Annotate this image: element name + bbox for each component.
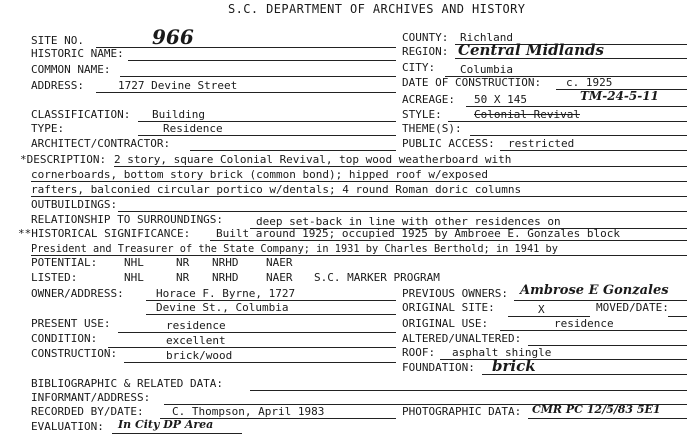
photo-line <box>528 418 687 419</box>
classification-value: Building <box>152 108 205 121</box>
type-line <box>138 135 396 136</box>
region-value: Central Midlands <box>458 41 604 59</box>
county-value: Richland <box>460 31 513 44</box>
potential-nrhd: NRHD <box>212 256 239 269</box>
site-no-value: 966 <box>152 25 194 49</box>
original-use-line <box>500 330 687 331</box>
card-title: S.C. DEPARTMENT OF ARCHIVES AND HISTORY <box>228 2 526 16</box>
city-label: CITY: <box>402 61 436 74</box>
common-name-line <box>120 76 396 77</box>
foundation-label: FOUNDATION: <box>402 361 475 374</box>
condition-label: CONDITION: <box>31 332 98 345</box>
recorded-value: C. Thompson, April 1983 <box>172 405 325 418</box>
date-label: DATE OF CONSTRUCTION: <box>402 76 542 89</box>
altered-label: ALTERED/UNALTERED: <box>402 332 522 345</box>
marker-program: S.C. MARKER PROGRAM <box>314 271 440 284</box>
listed-nr: NR <box>176 271 190 284</box>
region-line <box>455 58 687 59</box>
description-underline-2 <box>31 181 687 182</box>
photo-label: PHOTOGRAPHIC DATA: <box>402 405 522 418</box>
moved-line <box>668 316 687 317</box>
recorded-label: RECORDED BY/DATE: <box>31 405 144 418</box>
roof-label: ROOF: <box>402 346 436 359</box>
address-line <box>96 92 396 93</box>
biblio-label: BIBLIOGRAPHIC & RELATED DATA: <box>31 377 224 390</box>
date-value: c. 1925 <box>566 76 613 89</box>
type-value: Residence <box>163 122 223 135</box>
foundation-line <box>482 374 687 375</box>
original-use-label: ORIGINAL USE: <box>402 317 489 330</box>
style-label: STYLE: <box>402 108 442 121</box>
historic-name-label: HISTORIC NAME: <box>31 47 124 60</box>
roof-value: asphalt shingle <box>452 346 552 359</box>
present-use-label: PRESENT USE: <box>31 317 111 330</box>
type-label: TYPE: <box>31 122 65 135</box>
acreage-value: 50 X 145 <box>474 93 527 106</box>
outbuildings-label: OUTBUILDINGS: <box>31 198 118 211</box>
relationship-label: RELATIONSHIP TO SURROUNDINGS: <box>31 213 224 226</box>
condition-value: excellent <box>166 334 226 347</box>
evaluation-value: In City DP Area <box>118 418 214 431</box>
relationship-value: deep set-back in line with other residences on <box>256 215 561 228</box>
listed-label: LISTED: <box>31 271 78 284</box>
present-use-line <box>118 332 396 333</box>
altered-line <box>528 345 687 346</box>
biblio-line <box>250 390 687 391</box>
potential-nhl: NHL <box>124 256 144 269</box>
owner-label: OWNER/ADDRESS: <box>31 287 124 300</box>
moved-label: MOVED/DATE: <box>596 301 669 314</box>
description-underline-1 <box>114 166 687 167</box>
roof-line <box>440 359 687 360</box>
description-line-1: 2 story, square Colonial Revival, top wood weatherboard with <box>114 153 512 166</box>
previous-owners-value: Ambrose E Gonzales <box>520 283 669 298</box>
significance-line-2: President and Treasurer of the State Company; in 1931 by Charles Berthold; in 1941 by <box>31 243 558 255</box>
present-use-value: residence <box>166 319 226 332</box>
public-access-label: PUBLIC ACCESS: <box>402 137 495 150</box>
description-label: *DESCRIPTION: <box>20 153 107 166</box>
site-no-label: SITE NO. <box>31 34 84 47</box>
condition-line <box>108 347 396 348</box>
informant-label: INFORMANT/ADDRESS: <box>31 391 151 404</box>
themes-line <box>470 135 687 136</box>
outbuildings-line <box>118 211 687 212</box>
acreage-line <box>466 106 687 107</box>
architect-line <box>190 150 396 151</box>
public-access-value: restricted <box>508 137 575 150</box>
construction-line <box>124 362 396 363</box>
original-use-value: residence <box>554 317 614 330</box>
acreage-note: TM-24-5-11 <box>580 89 659 103</box>
foundation-value: brick <box>492 357 536 375</box>
significance-underline-1 <box>210 240 687 241</box>
listed-naer: NAER <box>266 271 293 284</box>
potential-naer: NAER <box>266 256 293 269</box>
address-label: ADDRESS: <box>31 79 84 92</box>
architect-label: ARCHITECT/CONTRACTOR: <box>31 137 171 150</box>
photo-value: CMR PC 12/5/83 5E1 <box>532 403 661 416</box>
county-label: COUNTY: <box>402 31 449 44</box>
address-value: 1727 Devine Street <box>118 79 238 92</box>
listed-nrhd: NRHD <box>212 271 239 284</box>
original-site-label: ORIGINAL SITE: <box>402 301 495 314</box>
region-label: REGION: <box>402 45 449 58</box>
owner-line-1: Horace F. Byrne, 1727 <box>156 287 296 300</box>
style-line <box>448 121 687 122</box>
potential-nr: NR <box>176 256 190 269</box>
acreage-label: ACREAGE: <box>402 93 455 106</box>
style-value: Colonial Revival <box>474 108 580 121</box>
significance-label: **HISTORICAL SIGNIFICANCE: <box>18 227 191 240</box>
description-line-3: rafters, balconied circular portico w/dentals; 4 round Roman doric columns <box>31 183 522 196</box>
previous-owners-label: PREVIOUS OWNERS: <box>402 287 508 300</box>
themes-label: THEME(S): <box>402 122 462 135</box>
site-no-line <box>96 47 396 48</box>
owner-underline-2 <box>146 314 396 315</box>
common-name-label: COMMON NAME: <box>31 63 111 76</box>
listed-nhl: NHL <box>124 271 144 284</box>
original-site-value: X <box>538 303 545 316</box>
potential-label: POTENTIAL: <box>31 256 98 269</box>
classification-label: CLASSIFICATION: <box>31 108 131 121</box>
city-value: Columbia <box>460 63 513 76</box>
construction-value: brick/wood <box>166 349 233 362</box>
significance-line-1: Built around 1925; occupied 1925 by Ambroee E. Gonzales block <box>216 227 620 240</box>
description-line-2: cornerboards, bottom story brick (common bond); hipped roof w/exposed <box>31 168 488 181</box>
description-underline-3 <box>31 196 687 197</box>
construction-label: CONSTRUCTION: <box>31 347 118 360</box>
historic-name-line <box>128 60 396 61</box>
public-access-line <box>500 150 687 151</box>
owner-line-2: Devine St., Columbia <box>156 301 289 314</box>
evaluation-label: EVALUATION: <box>31 420 104 433</box>
evaluation-line <box>112 433 242 434</box>
